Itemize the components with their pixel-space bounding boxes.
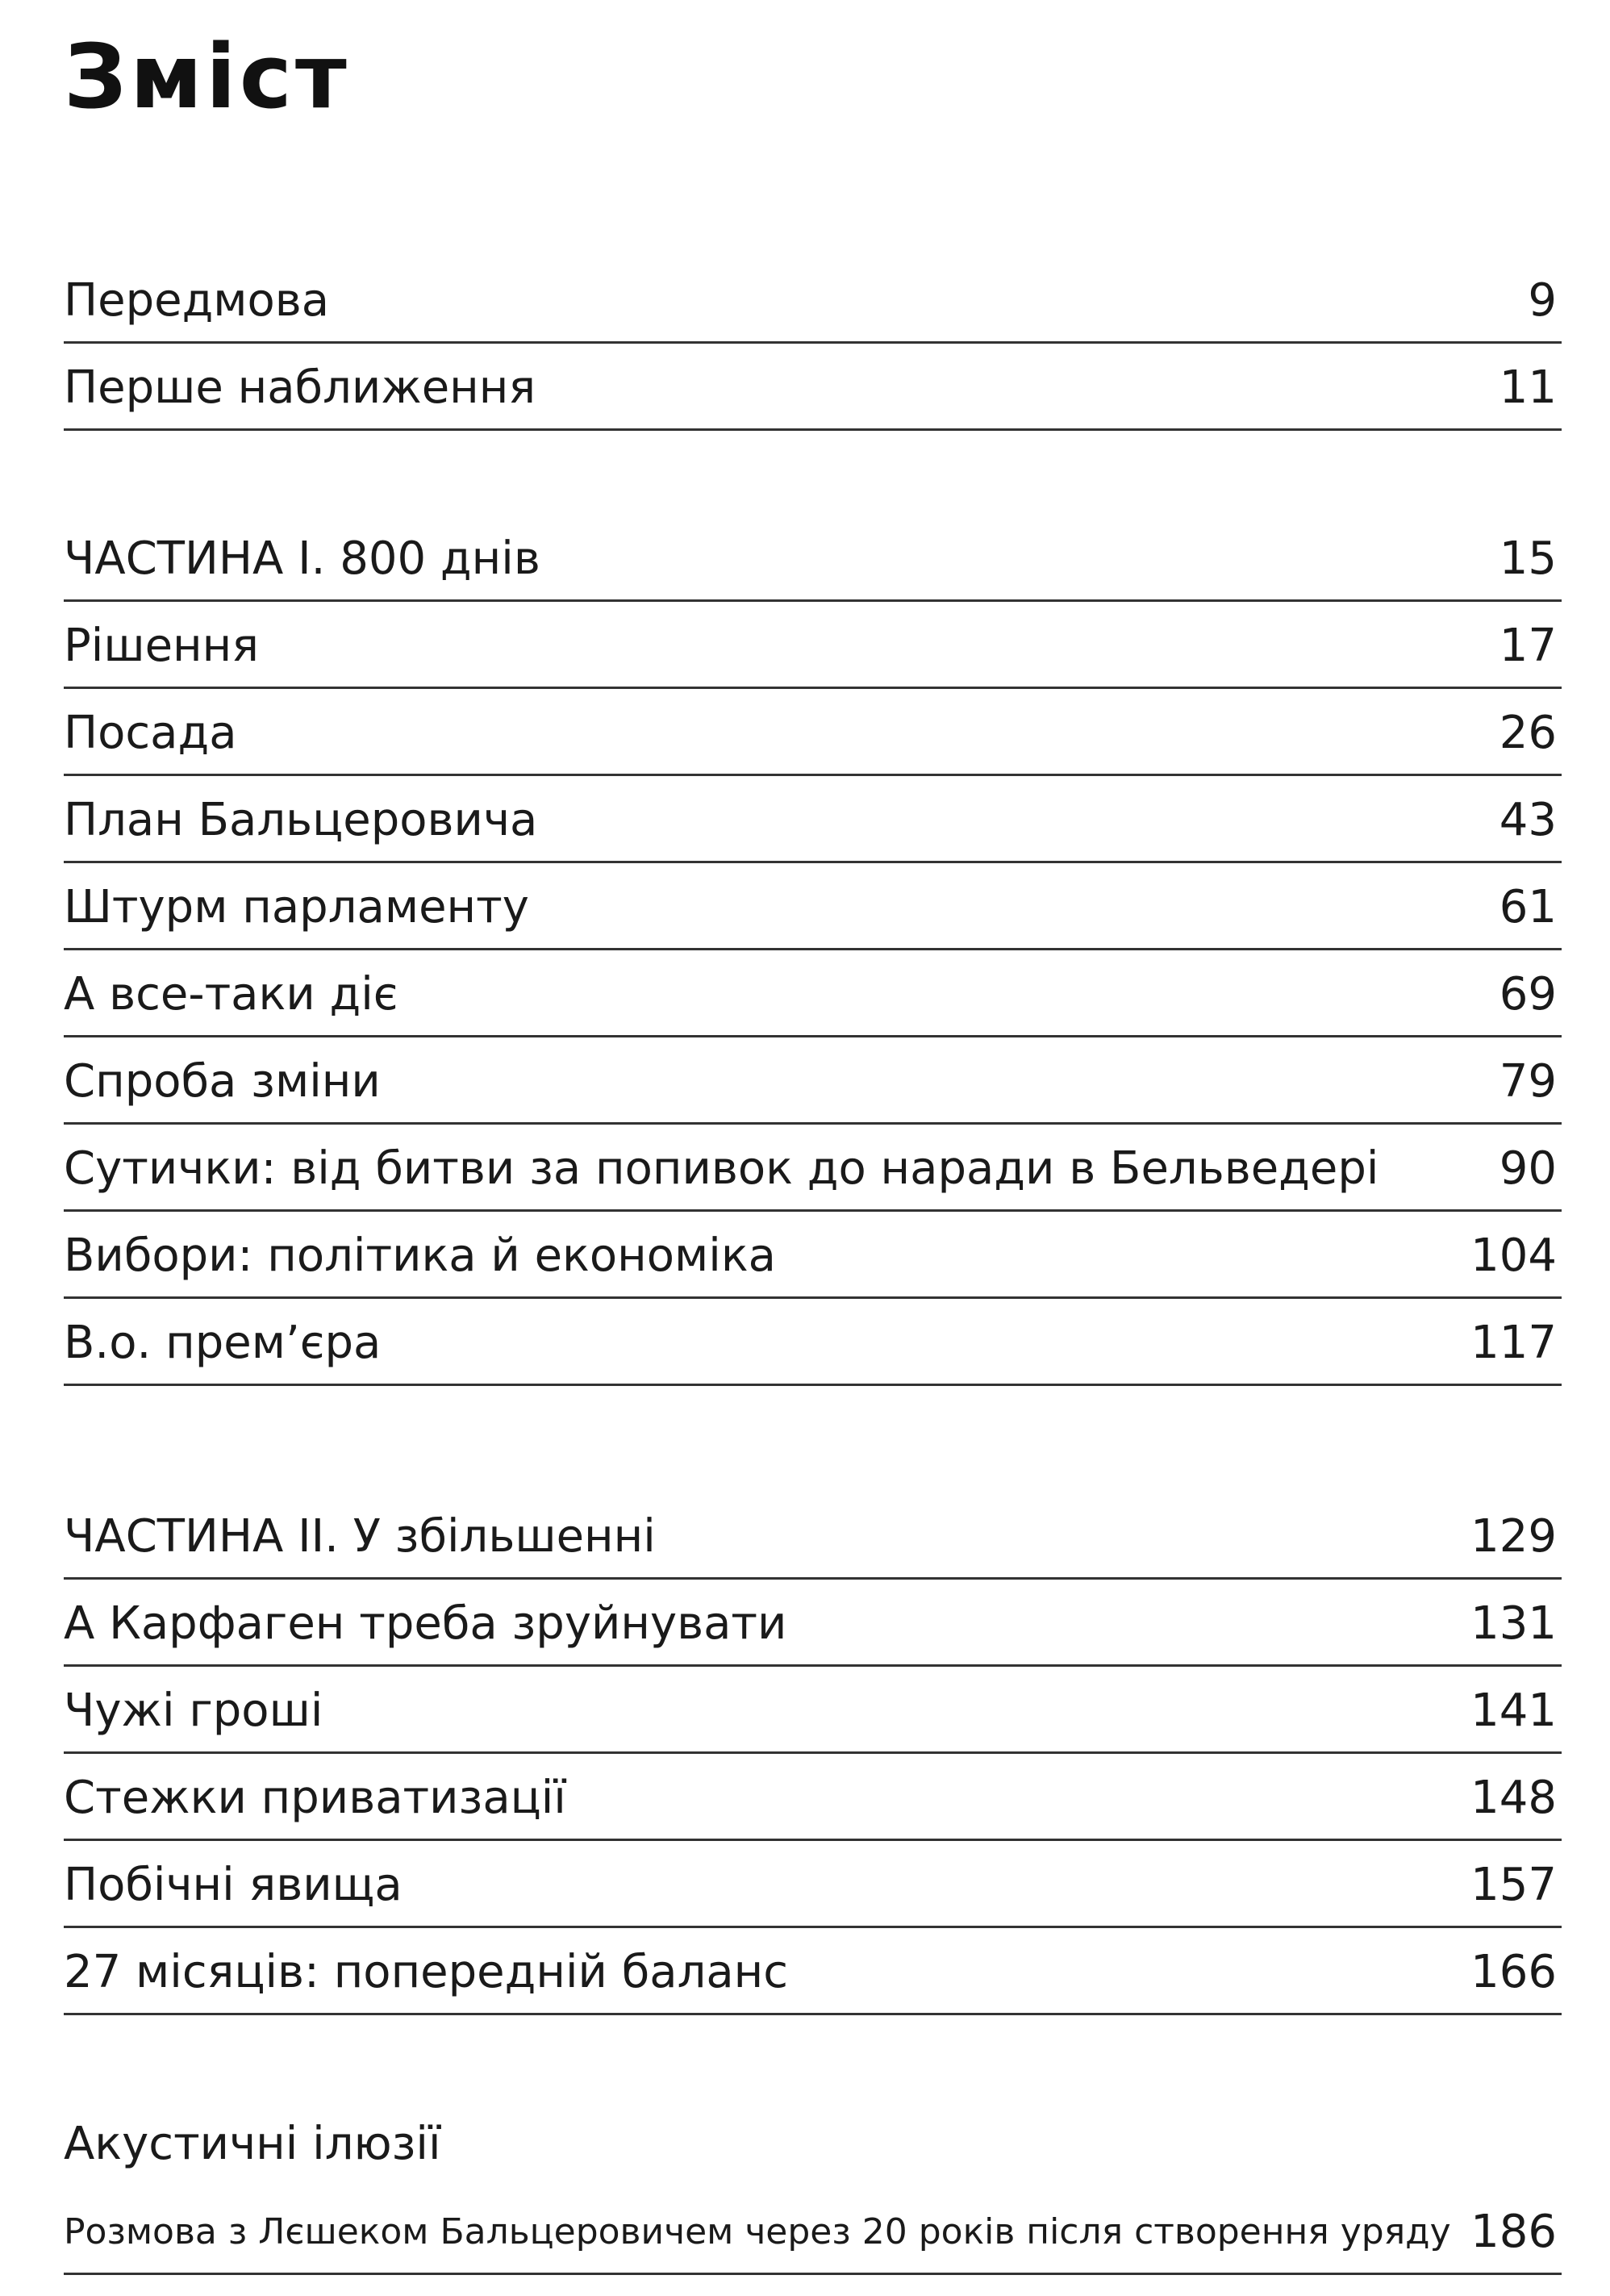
toc-entry[interactable]	[64, 1580, 1562, 1667]
toc-entry-title: В.о. прем’єра	[64, 1317, 382, 1369]
toc-entry-page: 117	[1470, 1317, 1557, 1369]
toc-entry-title: Штурм парламенту	[64, 881, 529, 933]
toc-entry[interactable]	[64, 689, 1562, 776]
toc-entry[interactable]	[64, 344, 1562, 431]
toc-entry-page: 141	[1470, 1684, 1557, 1737]
toc-entry-page: 186	[1470, 2206, 1557, 2258]
toc-entry[interactable]	[64, 863, 1562, 950]
toc-entry[interactable]	[64, 1037, 1562, 1125]
toc-entry[interactable]	[64, 1492, 1562, 1580]
toc-entry-page: 129	[1470, 1510, 1557, 1563]
toc-group-part-2	[64, 1492, 1562, 2015]
toc-entry-title: Вибори: політика й економіка	[64, 1229, 776, 1282]
toc-entry-title: Чужі гроші	[64, 1684, 323, 1737]
toc-entry-title: Рішення	[64, 620, 259, 672]
toc-group-intro	[64, 257, 1562, 431]
toc-entry-title: План Бальцеровича	[64, 794, 538, 846]
toc-entry[interactable]	[64, 950, 1562, 1037]
toc-entry[interactable]	[64, 776, 1562, 863]
toc-entry[interactable]	[64, 1667, 1562, 1754]
toc-entry-page: 131	[1470, 1597, 1557, 1650]
toc-entry-title: А все-таки діє	[64, 968, 398, 1021]
toc-entry[interactable]	[64, 1299, 1562, 1386]
toc-entry-title: 27 місяців: попередній баланс	[64, 1946, 789, 1998]
toc-entry-title: Розмова з Лєшеком Бальцеровичем через 20 років після створення уряду	[64, 2211, 1451, 2252]
toc-entry-page: 166	[1470, 1946, 1557, 1998]
toc-entry-title: Спроба зміни	[64, 1055, 381, 1108]
toc-entry[interactable]	[64, 602, 1562, 689]
toc-entry-title: Побічні явища	[64, 1859, 402, 1911]
toc-group-part-1	[64, 515, 1562, 1386]
toc-entry-title: Посада	[64, 707, 237, 759]
toc-group-interview	[64, 2101, 1562, 2275]
toc-entry[interactable]	[64, 2188, 1562, 2275]
toc-entry-title: Сутички: від битви за попивок до наради в Бельведері	[64, 1142, 1379, 1195]
toc-entry[interactable]	[64, 1841, 1562, 1928]
toc-entry-title: Стежки приватизації	[64, 1772, 566, 1824]
toc-entry-page: 104	[1470, 1229, 1557, 1282]
toc-entry-title: Перше наближення	[64, 361, 536, 414]
page-title: Зміст	[64, 25, 350, 128]
toc-entry-page: 9	[1528, 274, 1557, 327]
toc-entry[interactable]	[64, 257, 1562, 344]
toc-entry-page: 69	[1499, 968, 1557, 1021]
toc-entry[interactable]	[64, 1928, 1562, 2015]
toc-entry[interactable]	[64, 1212, 1562, 1299]
toc-entry-page: 148	[1470, 1772, 1557, 1824]
toc-entry-page: 90	[1499, 1142, 1557, 1195]
toc-entry-page: 17	[1499, 620, 1557, 672]
toc-entry-title: Передмова	[64, 274, 330, 327]
toc-entry[interactable]	[64, 1754, 1562, 1841]
toc-entry-page: 157	[1470, 1859, 1557, 1911]
toc-entry-title: ЧАСТИНА I. 800 днів	[64, 532, 540, 585]
toc-entry[interactable]	[64, 515, 1562, 602]
toc-entry-page: 61	[1499, 881, 1557, 933]
toc-entry-page: 26	[1499, 707, 1557, 759]
toc-entry-title: ЧАСТИНА II. У збільшенні	[64, 1510, 656, 1563]
toc-entry-page: 43	[1499, 794, 1557, 846]
toc-entry-page: 79	[1499, 1055, 1557, 1108]
toc-entry-title: А Карфаген треба зруйнувати	[64, 1597, 787, 1650]
section-heading: Акустичні ілюзії	[64, 2118, 441, 2170]
toc-entry-page: 11	[1499, 361, 1557, 414]
toc-entry-page: 15	[1499, 532, 1557, 585]
toc-entry[interactable]	[64, 1125, 1562, 1212]
